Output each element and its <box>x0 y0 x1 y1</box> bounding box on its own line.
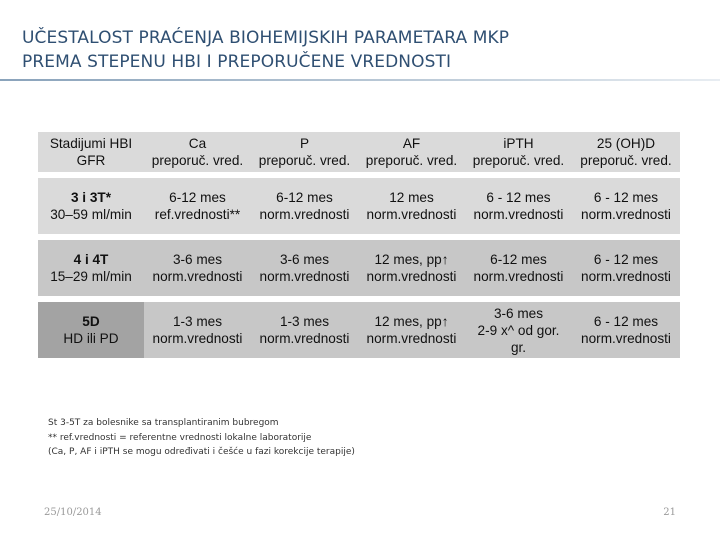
table-cell <box>251 240 358 296</box>
frequency: 6 - 12 mes <box>593 314 659 329</box>
header-column-sub: preporuč. vred. <box>472 153 565 168</box>
header-af-cell <box>358 132 465 172</box>
stage-label: 5D <box>82 314 100 329</box>
gfr-range: 15–29 ml/min <box>50 269 132 284</box>
header-column-name: 25 (OH)D <box>596 136 656 151</box>
footnote-1: St 3-5T za bolesnike sa transplantiranim bubregom <box>48 418 279 428</box>
slide-title-line-1: UČESTALOST PRAĆENJA BIOHEMIJSKIH PARAMETARA MKP <box>22 28 510 48</box>
table-cell <box>144 240 251 296</box>
slide-date: 25/10/2014 <box>44 507 102 518</box>
target-value: norm.vrednosti <box>259 207 350 222</box>
header-column-name: Ca <box>188 136 207 151</box>
frequency: 3-6 mes <box>279 252 330 267</box>
table-cell <box>465 302 572 358</box>
header-p-cell <box>251 132 358 172</box>
table-cell <box>251 302 358 358</box>
table-cell <box>251 178 358 234</box>
frequency: 12 mes, pp↑ <box>374 314 449 329</box>
target-value: norm.vrednosti <box>581 331 671 346</box>
stage-label: 4 i 4T <box>73 252 109 267</box>
footnote-2: ** ref.vrednosti = referentne vrednosti lokalne laboratorije <box>48 432 312 443</box>
header-column-name: AF <box>402 136 421 151</box>
frequency: 3-6 mes <box>493 305 544 321</box>
stage-cell <box>38 178 144 234</box>
gfr-range: HD ili PD <box>63 331 119 346</box>
header-column-sub: preporuč. vred. <box>151 153 244 168</box>
slide-number: 21 <box>663 507 676 518</box>
header-column-name: P <box>299 136 310 151</box>
table-cell <box>572 240 680 296</box>
stage-cell <box>38 302 144 358</box>
header-column-sub: preporuč. vred. <box>258 153 351 168</box>
table-row <box>38 178 680 234</box>
header-gfr-label: GFR <box>76 153 106 168</box>
table-cell <box>358 302 465 358</box>
table-row <box>38 240 680 296</box>
frequency: 12 mes <box>389 190 434 205</box>
title-underline <box>0 79 720 81</box>
slide-title-line-2: PREMA STEPENU HBI I PREPORUČENE VREDNOSTI <box>22 52 452 72</box>
table-header-row <box>38 132 680 172</box>
target-value: ref.vrednosti** <box>154 207 241 222</box>
table-cell <box>572 178 680 234</box>
gfr-range: 30–59 ml/min <box>50 207 132 222</box>
footnotes <box>48 416 355 460</box>
target-value: norm.vrednosti <box>259 269 350 284</box>
table-cell <box>465 240 572 296</box>
monitoring-table <box>38 126 680 364</box>
header-ipth-cell <box>465 132 572 172</box>
target-value: norm.vrednosti <box>366 269 457 284</box>
header-column-sub: preporuč. vred. <box>580 153 672 168</box>
table-row <box>38 302 680 358</box>
header-stage-label: Stadijumi HBI <box>49 136 133 151</box>
footnote-3: (Ca, P, AF i iPTH se mogu određivati i češće u fazi korekcije terapije) <box>48 447 355 457</box>
header-ca-cell <box>144 132 251 172</box>
table-cell <box>144 178 251 234</box>
frequency: 1-3 mes <box>279 314 330 329</box>
header-column-name: iPTH <box>503 136 534 151</box>
header-column-sub: preporuč. vred. <box>365 153 458 168</box>
header-vitd-cell <box>572 132 680 172</box>
frequency: 6-12 mes <box>276 190 333 205</box>
table-cell <box>144 302 251 358</box>
frequency: 6 - 12 mes <box>486 190 551 205</box>
target-value: norm.vrednosti <box>152 331 243 346</box>
frequency: 12 mes, pp↑ <box>374 252 449 267</box>
target-value-cont: gr. <box>510 339 527 355</box>
frequency: 6 - 12 mes <box>593 252 659 267</box>
target-value: norm.vrednosti <box>366 331 457 346</box>
stage-cell <box>38 240 144 296</box>
target-value: norm.vrednosti <box>581 269 671 284</box>
target-value: norm.vrednosti <box>473 269 564 284</box>
table-cell <box>358 178 465 234</box>
stage-label: 3 i 3T* <box>70 190 112 205</box>
target-value: norm.vrednosti <box>152 269 243 284</box>
table-cell <box>572 302 680 358</box>
table-cell <box>465 178 572 234</box>
frequency: 6-12 mes <box>169 190 226 205</box>
frequency: 6 - 12 mes <box>593 190 659 205</box>
table-cell <box>358 240 465 296</box>
target-value: norm.vrednosti <box>366 207 457 222</box>
target-value: 2-9 x^ od gor. <box>477 322 560 338</box>
target-value: norm.vrednosti <box>581 207 671 222</box>
target-value: norm.vrednosti <box>259 331 350 346</box>
target-value: norm.vrednosti <box>473 207 564 222</box>
frequency: 3-6 mes <box>172 252 223 267</box>
header-stage-cell <box>38 132 144 172</box>
frequency: 1-3 mes <box>172 314 223 329</box>
frequency: 6-12 mes <box>490 252 547 267</box>
slide-title <box>22 26 702 74</box>
